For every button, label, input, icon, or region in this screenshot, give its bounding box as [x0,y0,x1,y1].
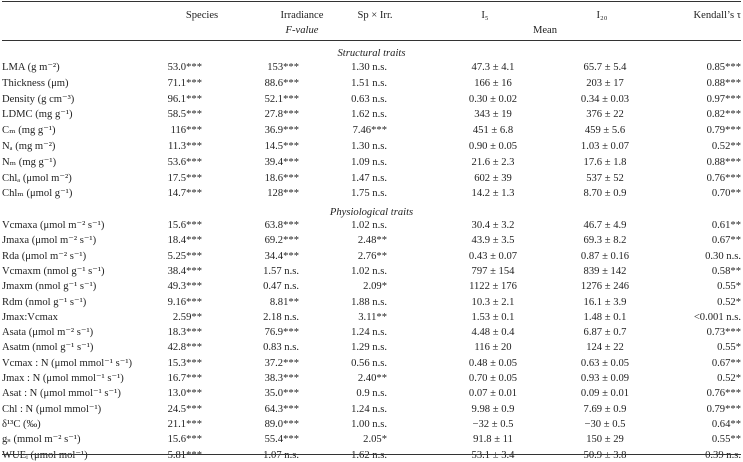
cell-mean-i5: 30.4 ± 3.2 [471,220,515,231]
cell-kendall: 0.52** [711,141,741,152]
cell-irradiance: 37.2*** [264,357,299,369]
cell-irradiance: 55.4*** [264,434,299,446]
cell-interaction: 1.62 n.s. [351,109,387,121]
cell-kendall: 0.30 n.s. [705,250,741,262]
cell-mean-i5: 14.2 ± 1.3 [471,188,515,200]
cell-mean-i5: 9.98 ± 0.9 [471,403,515,415]
cell-species: 15.3*** [167,357,202,369]
cell-mean-i20: 17.6 ± 1.8 [583,156,627,168]
cell-mean-i20: 459 ± 5.6 [584,125,626,137]
cell-mean-i5: 0.90 ± 0.05 [468,141,518,152]
cell-trait: Jmaxa (μmol m⁻² s⁻¹) [2,235,97,247]
cell-interaction: 1.09 n.s. [351,156,387,168]
cell-interaction: 3.11** [358,311,387,323]
cell-irradiance: 14.5*** [264,141,299,152]
bottom-rule [2,454,741,455]
cell-mean-i20: 839 ± 142 [583,265,627,277]
header-interaction: Sp × Irr. [357,10,393,21]
cell-species: 96.1*** [167,93,202,105]
cell-mean-i20: −30 ± 0.5 [584,418,626,430]
cell-interaction: 1.47 n.s. [351,172,387,184]
cell-interaction: 1.29 n.s. [351,342,387,354]
cell-kendall: 0.76*** [706,172,741,184]
cell-irradiance: 1.57 n.s. [263,265,299,277]
cell-irradiance: 88.6*** [264,77,299,89]
cell-mean-i5: 47.3 ± 4.1 [471,62,515,73]
cell-irradiance: 89.0*** [264,418,299,430]
cell-species: 16.7*** [167,373,202,384]
header-kendall: Kendall’s τ [693,10,741,21]
cell-irradiance: 8.81** [269,296,299,308]
cell-species: 11.3*** [167,141,202,152]
cell-irradiance: 76.9*** [264,327,299,339]
cell-interaction: 2.40** [357,373,387,384]
cell-mean-i20: 7.69 ± 0.9 [583,403,627,415]
cell-interaction: 1.30 n.s. [351,141,387,152]
cell-species: 2.59** [172,311,202,323]
cell-mean-i5: 4.48 ± 0.4 [471,327,515,339]
cell-irradiance: 153*** [267,62,299,73]
cell-irradiance: 35.0*** [264,388,299,400]
cell-trait: Asata (μmol m⁻² s⁻¹) [2,327,94,339]
header-i5: I₅ [481,10,489,21]
cell-trait: Rda (μmol m⁻² s⁻¹) [2,250,87,262]
cell-mean-i20: 16.1 ± 3.9 [583,296,627,308]
cell-interaction: 2.48** [357,235,387,247]
cell-species: 18.4*** [167,235,202,247]
cell-kendall: 0.88*** [706,156,741,168]
cell-trait: Asatm (nmol g⁻¹ s⁻¹) [2,342,94,354]
cell-kendall: 0.79*** [706,125,741,137]
cell-mean-i20: 46.7 ± 4.9 [583,220,627,231]
cell-interaction: 1.51 n.s. [351,77,387,89]
cell-trait: Vcmaxa (μmol m⁻² s⁻¹) [2,220,105,231]
cell-interaction: 1.02 n.s. [351,220,387,231]
cell-kendall: <0.001 n.s. [693,311,741,323]
cell-irradiance: 18.6*** [264,172,299,184]
cell-kendall: 0.73*** [706,327,741,339]
cell-species: 53.6*** [167,156,202,168]
cell-interaction: 7.46*** [352,125,387,137]
cell-mean-i20: 0.93 ± 0.09 [580,373,630,384]
cell-irradiance: 0.83 n.s. [263,342,299,354]
cell-species: 14.7*** [167,188,202,200]
cell-trait: gₛ (mmol m⁻² s⁻¹) [2,434,81,446]
cell-mean-i20: 0.63 ± 0.05 [580,357,630,369]
cell-trait: Thickness (μm) [2,77,69,89]
cell-trait: Jmax:Vcmax [2,311,58,323]
cell-kendall: 0.67** [711,235,741,247]
cell-mean-i20: 6.87 ± 0.7 [583,327,627,339]
cell-kendall: 0.52* [717,373,741,384]
cell-irradiance: 38.3*** [264,373,299,384]
cell-irradiance: 39.4*** [264,156,299,168]
cell-mean-i5: 0.43 ± 0.07 [468,250,518,262]
cell-kendall: 0.55** [711,434,741,446]
cell-kendall: 0.85*** [706,62,741,73]
cell-species: 13.0*** [167,388,202,400]
cell-irradiance: 63.8*** [264,220,299,231]
cell-mean-i20: 8.70 ± 0.9 [583,188,627,200]
cell-kendall: 0.76*** [706,388,741,400]
cell-species: 15.6*** [167,434,202,446]
cell-irradiance: 128*** [267,188,299,200]
cell-species: 5.81*** [167,449,202,461]
cell-irradiance: 52.1*** [264,93,299,105]
cell-irradiance: 34.4*** [264,250,299,262]
cell-trait: Vcmaxm (nmol g⁻¹ s⁻¹) [2,265,105,277]
cell-kendall: 0.39 n.s. [705,449,741,461]
cell-kendall: 0.88*** [706,77,741,89]
cell-mean-i20: 1.03 ± 0.07 [580,141,630,152]
header-i20: I₂₀ [596,10,608,21]
cell-irradiance: 2.18 n.s. [263,311,299,323]
cell-species: 18.3*** [167,327,202,339]
cell-trait: Nₘ (mg g⁻¹) [2,156,57,168]
cell-trait: LDMC (mg g⁻¹) [2,109,73,121]
cell-interaction: 1.30 n.s. [351,62,387,73]
header-irradiance: Irradiance [280,10,324,21]
cell-irradiance: 36.9*** [264,125,299,137]
cell-species: 24.5*** [167,403,202,415]
cell-trait: Cₘ (mg g⁻¹) [2,125,56,137]
cell-interaction: 0.56 n.s. [351,357,387,369]
cell-species: 21.1*** [167,418,202,430]
cell-interaction: 0.63 n.s. [351,93,387,105]
cell-mean-i5: 116 ± 20 [474,342,512,354]
cell-mean-i5: 0.07 ± 0.01 [468,388,518,400]
cell-species: 38.4*** [167,265,202,277]
section-title: Physiological traits [329,207,414,218]
header-mean: Mean [532,25,558,36]
cell-species: 49.3*** [167,281,202,293]
header-species: Species [185,10,219,21]
cell-irradiance: 69.2*** [264,235,299,247]
cell-irradiance: 64.3*** [264,403,299,415]
cell-mean-i20: 0.34 ± 0.03 [580,93,630,105]
cell-mean-i20: 69.3 ± 8.2 [583,235,627,247]
cell-interaction: 1.62 n.s. [351,449,387,461]
cell-interaction: 1.75 n.s. [351,188,387,200]
cell-species: 5.25*** [167,250,202,262]
cell-trait: Nₐ (mg m⁻²) [2,141,56,152]
cell-mean-i5: 21.6 ± 2.3 [471,156,515,168]
cell-species: 71.1*** [167,77,202,89]
cell-mean-i20: 203 ± 17 [586,77,624,89]
cell-mean-i5: 1122 ± 176 [469,281,517,293]
cell-interaction: 1.24 n.s. [351,403,387,415]
cell-mean-i20: 1.48 ± 0.1 [583,311,627,323]
cell-trait: WUEᵢ (μmol mol⁻¹) [2,449,88,461]
cell-mean-i20: 150 ± 29 [586,434,624,446]
cell-kendall: 0.70** [711,188,741,200]
cell-mean-i5: 0.48 ± 0.05 [468,357,518,369]
cell-mean-i5: 0.30 ± 0.02 [468,93,518,105]
cell-interaction: 2.05* [363,434,387,446]
cell-mean-i20: 376 ± 22 [586,109,624,121]
cell-trait: δ¹³C (‰) [2,418,41,430]
cell-kendall: 0.79*** [706,403,741,415]
cell-mean-i20: 124 ± 22 [586,342,624,354]
cell-mean-i20: 65.7 ± 5.4 [583,62,627,73]
cell-mean-i5: 797 ± 154 [471,265,515,277]
cell-mean-i5: 166 ± 16 [474,77,512,89]
header-f-value: F-value [285,25,319,36]
cell-mean-i20: 0.87 ± 0.16 [580,250,630,262]
cell-species: 15.6*** [167,220,202,231]
section-title: Structural traits [337,48,406,59]
cell-trait: Chl : N (μmol mmol⁻¹) [2,403,102,415]
cell-interaction: 2.76** [357,250,387,262]
cell-mean-i5: 53.1 ± 3.4 [471,449,515,461]
header-rule [2,40,741,41]
cell-interaction: 0.9 n.s. [356,388,387,400]
cell-mean-i5: 451 ± 6.8 [472,125,514,137]
cell-mean-i5: 43.9 ± 3.5 [471,235,515,247]
cell-kendall: 0.61** [711,220,741,231]
cell-species: 17.5*** [167,172,202,184]
cell-kendall: 0.55* [717,342,741,354]
cell-species: 42.8*** [167,342,202,354]
cell-irradiance: 1.07 n.s. [263,449,299,461]
cell-interaction: 1.24 n.s. [351,327,387,339]
cell-trait: Density (g cm⁻³) [2,93,75,105]
cell-interaction: 1.00 n.s. [351,418,387,430]
cell-trait: Vcmax : N (μmol mmol⁻¹ s⁻¹) [2,357,133,369]
cell-species: 58.5*** [167,109,202,121]
cell-kendall: 0.52* [717,296,741,308]
cell-interaction: 1.88 n.s. [351,296,387,308]
cell-trait: Jmaxm (nmol g⁻¹ s⁻¹) [2,281,97,293]
cell-kendall: 0.67** [711,357,741,369]
cell-species: 53.0*** [167,62,202,73]
cell-kendall: 0.64** [711,418,741,430]
cell-mean-i5: 1.53 ± 0.1 [471,311,515,323]
cell-kendall: 0.82*** [706,109,741,121]
cell-mean-i5: 602 ± 39 [474,172,512,184]
cell-trait: Chlₘ (μmol g⁻¹) [2,188,73,200]
cell-mean-i5: −32 ± 0.5 [472,418,514,430]
cell-kendall: 0.55* [717,281,741,293]
cell-mean-i5: 343 ± 19 [474,109,512,121]
cell-species: 9.16*** [167,296,202,308]
cell-trait: Chlₐ (μmol m⁻²) [2,172,72,184]
cell-trait: Jmax : N (μmol mmol⁻¹ s⁻¹) [2,373,124,384]
cell-kendall: 0.58** [711,265,741,277]
top-rule [2,1,741,2]
cell-species: 116*** [170,125,202,137]
cell-mean-i20: 0.09 ± 0.01 [580,388,630,400]
cell-trait: LMA (g m⁻²) [2,62,60,73]
cell-irradiance: 0.47 n.s. [263,281,299,293]
cell-mean-i20: 50.9 ± 3.8 [583,449,627,461]
cell-mean-i20: 1276 ± 246 [580,281,630,293]
cell-mean-i5: 0.70 ± 0.05 [468,373,518,384]
cell-kendall: 0.97*** [706,93,741,105]
cell-trait: Asat : N (μmol mmol⁻¹ s⁻¹) [2,388,121,400]
cell-interaction: 1.02 n.s. [351,265,387,277]
cell-mean-i5: 10.3 ± 2.1 [471,296,515,308]
cell-mean-i20: 537 ± 52 [586,172,624,184]
cell-mean-i5: 91.8 ± 11 [473,434,513,446]
cell-irradiance: 27.8*** [264,109,299,121]
cell-interaction: 2.09* [363,281,387,293]
cell-trait: Rdm (nmol g⁻¹ s⁻¹) [2,296,87,308]
